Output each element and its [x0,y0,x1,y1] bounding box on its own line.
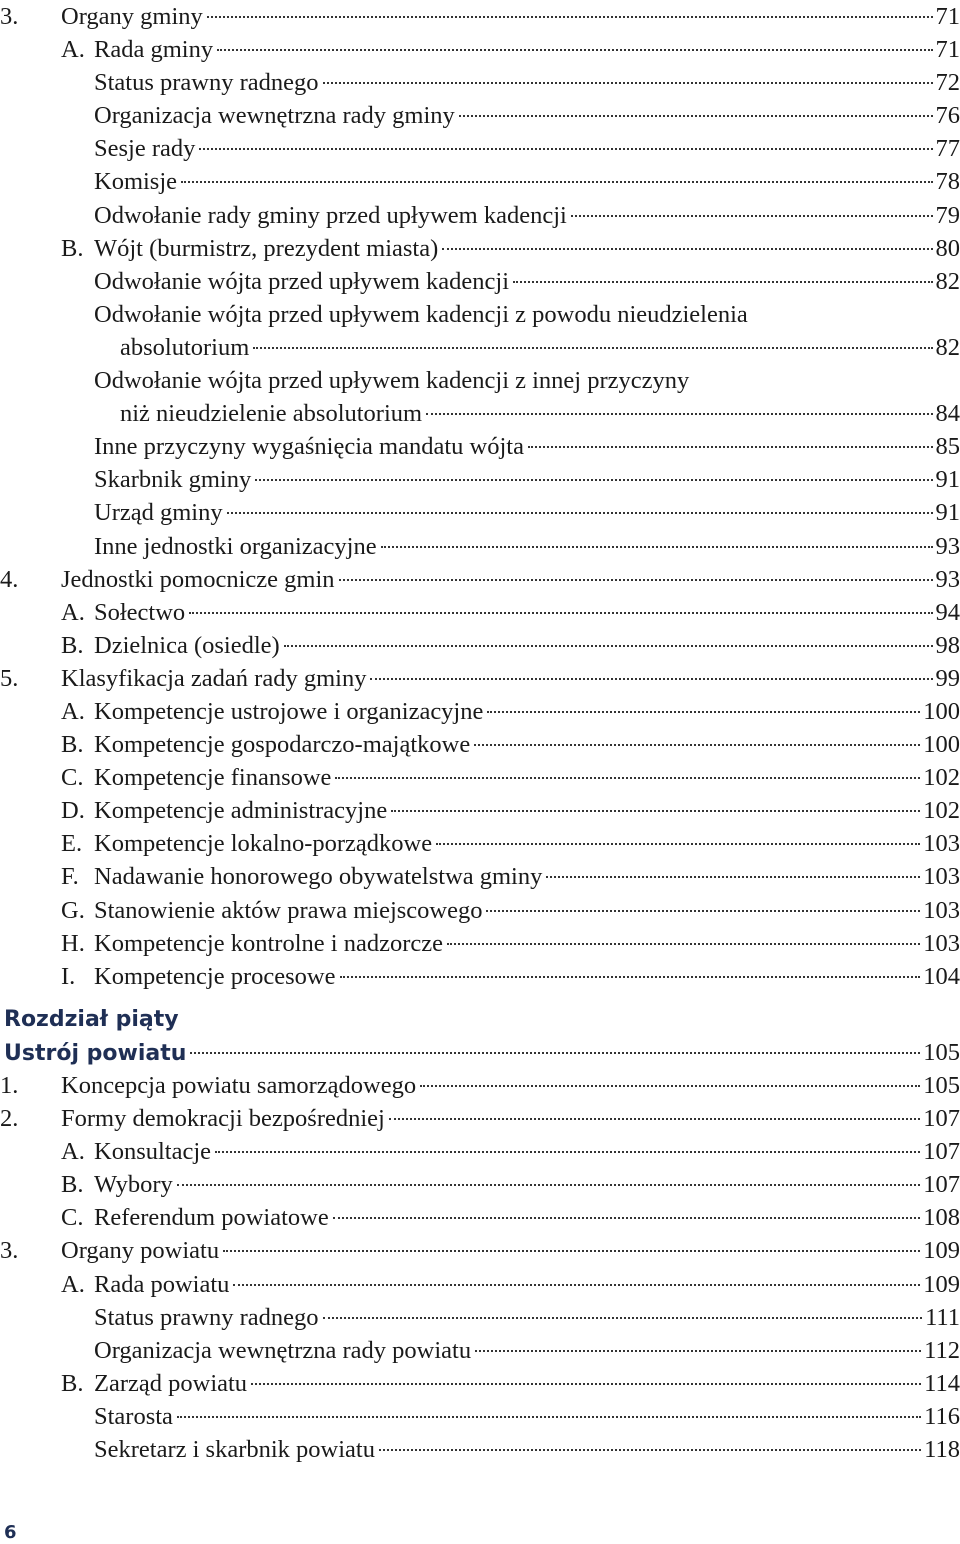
entry-page: 91 [935,466,960,494]
toc-entry[interactable] [0,1201,960,1234]
toc-entry[interactable] [0,794,960,827]
dot-leader [177,1416,921,1418]
dot-leader [370,678,932,680]
entry-title: Referendum powiatowe [94,1204,329,1232]
entry-page: 105 [923,1072,960,1099]
toc-entry[interactable] [0,1102,960,1135]
toc-entry[interactable] [0,1301,960,1334]
entry-number: A. [61,36,85,64]
entry-title: Kompetencje gospodarczo-majątkowe [94,731,471,759]
dot-leader [487,711,920,713]
entry-page: 100 [923,697,960,725]
entry-title: Zarząd powiatu [94,1369,248,1397]
entry-number: B. [61,631,84,659]
toc-entry[interactable] [0,1135,960,1168]
entry-page: 93 [935,565,960,593]
page-number: 6 [4,1522,17,1543]
entry-number: B. [61,1369,84,1397]
entry-page: 98 [935,631,960,659]
entry-title: Komisje [94,168,178,196]
entry-title: Urząd gminy [94,499,223,527]
dot-leader [177,1184,920,1186]
entry-page: 94 [935,598,960,626]
entry-number: B. [61,1171,84,1199]
entry-title: Rada powiatu [94,1270,230,1298]
dot-leader [426,413,932,415]
entry-page: 72 [935,69,960,97]
entry-page: 84 [935,400,960,428]
toc-entry[interactable] [0,199,960,232]
entry-page: 78 [935,168,960,196]
entry-number: E. [61,830,83,858]
toc-entry[interactable] [0,1234,960,1267]
entry-title: Starosta [94,1402,173,1430]
entry-page: 103 [923,896,960,924]
dot-leader [223,1250,920,1252]
dot-leader [447,943,920,945]
toc-entry[interactable] [0,1433,960,1466]
entry-number: 3. [0,1237,19,1265]
dot-leader [323,82,933,84]
entry-title: Odwołanie wójta przed upływem kadencji z innej przyczyny [94,367,690,395]
entry-number: I. [61,962,76,990]
entry-title: Dzielnica (osiedle) [94,631,280,659]
toc-entry-first-line[interactable] [0,364,960,397]
entry-page: 114 [924,1369,960,1397]
entry-title: Organizacja wewnętrzna rady powiatu [94,1336,472,1364]
entry-title: Kompetencje finansowe [94,764,332,792]
entry-page: 80 [935,234,960,262]
chapter-entry[interactable] [0,1036,960,1069]
entry-number: C. [61,1204,84,1232]
dot-leader [251,1383,921,1385]
entry-title: Kompetencje ustrojowe i organizacyjne [94,697,484,725]
entry-page: 107 [923,1105,960,1133]
entry-number: A. [61,1138,85,1166]
toc-entry[interactable] [0,761,960,794]
dot-leader [190,1052,920,1054]
toc-entry[interactable] [0,629,960,662]
toc-entry[interactable] [0,728,960,761]
dot-leader [217,49,932,51]
entry-number: C. [61,764,84,792]
entry-title: Inne przyczyny wygaśnięcia mandatu wójta [94,433,524,461]
toc-entry-continuation[interactable] [0,397,960,430]
dot-leader [284,645,933,647]
entry-page: 111 [925,1303,960,1331]
toc-entry[interactable] [0,33,960,66]
entry-title: Wybory [94,1171,173,1199]
dot-leader [227,512,933,514]
toc-entry[interactable] [0,860,960,893]
entry-title: Kompetencje lokalno-porządkowe [94,830,433,858]
entry-title: Kompetencje administracyjne [94,797,388,825]
dot-leader [181,181,932,183]
entry-page: 91 [935,499,960,527]
toc-entry[interactable] [0,530,960,563]
entry-number: B. [61,234,84,262]
toc-entry[interactable] [0,430,960,463]
entry-title: Organizacja wewnętrzna rady gminy [94,102,455,130]
toc-entry[interactable] [0,827,960,860]
entry-title: Formy demokracji bezpośredniej [61,1105,385,1133]
toc-entry[interactable] [0,496,960,529]
entry-number: G. [61,896,85,924]
entry-title: Inne jednostki organizacyjne [94,532,377,560]
entry-title: Sekretarz i skarbnik powiatu [94,1436,375,1464]
entry-title: Organy gminy [61,3,203,30]
entry-page: 100 [923,731,960,759]
dot-leader [335,777,920,779]
entry-page: 104 [923,962,960,990]
entry-title: Koncepcja powiatu samorządowego [61,1072,417,1099]
entry-page: 116 [924,1402,960,1430]
toc-entry[interactable] [0,1168,960,1201]
toc-entry[interactable] [0,99,960,132]
entry-page: 76 [935,102,960,130]
entry-page: 109 [923,1237,960,1265]
entry-number: 3. [0,3,19,30]
entry-title: Klasyfikacja zadań rady gminy [61,664,367,692]
entry-page: 118 [924,1436,960,1464]
entry-page: 79 [935,201,960,229]
entry-title: Odwołanie rady gminy przed upływem kadencji [94,201,567,229]
toc-entry[interactable] [0,132,960,165]
entry-page: 103 [923,863,960,891]
entry-number: A. [61,1270,85,1298]
toc-entry[interactable] [0,1400,960,1433]
entry-page: 71 [935,3,960,30]
toc-entry[interactable] [0,232,960,265]
toc-entry-first-line[interactable] [0,298,960,331]
entry-title: Wójt (burmistrz, prezydent miasta) [94,234,439,262]
toc-entry[interactable] [0,265,960,298]
toc-entry[interactable] [0,927,960,960]
entry-page: 77 [935,135,960,163]
toc-entry[interactable] [0,165,960,198]
dot-leader [474,744,920,746]
entry-title: Odwołanie wójta przed upływem kadencji z powodu nieudzielenia [94,300,748,328]
toc-entry[interactable] [0,695,960,728]
dot-leader [323,1317,923,1319]
entry-title: Sołectwo [94,598,186,626]
toc-entry[interactable] [0,1334,960,1367]
dot-leader [546,876,920,878]
entry-page: 109 [923,1270,960,1298]
entry-page: 71 [935,36,960,64]
toc-entry[interactable] [0,894,960,927]
toc-entry[interactable] [0,463,960,496]
toc-entry-continuation[interactable] [0,331,960,364]
entry-title: Organy powiatu [61,1237,220,1265]
dot-leader [442,248,932,250]
entry-title-continued: niż nieudzielenie absolutorium [120,400,423,428]
entry-number: A. [61,697,85,725]
entry-title: Rada gminy [94,36,214,64]
entry-title: Kompetencje procesowe [94,962,336,990]
toc-entry[interactable] [0,1367,960,1400]
dot-leader [215,1151,920,1153]
entry-title: Kompetencje kontrolne i nadzorcze [94,929,443,957]
entry-title: Odwołanie wójta przed upływem kadencji [94,267,510,295]
dot-leader [189,612,932,614]
toc-entry[interactable] [0,0,960,33]
entry-page: 102 [923,764,960,792]
entry-page: 85 [935,433,960,461]
entry-page: 107 [923,1171,960,1199]
toc-entry[interactable] [0,662,960,695]
entry-title: Jednostki pomocnicze gmin [61,565,335,593]
entry-number: 4. [0,565,19,593]
entry-number: D. [61,797,85,825]
entry-number: 1. [0,1072,19,1099]
entry-page: 105 [923,1038,960,1066]
entry-page: 108 [923,1204,960,1232]
dot-leader [333,1217,921,1219]
toc-entry[interactable] [0,1268,960,1301]
entry-title: Nadawanie honorowego obywatelstwa gminy [94,863,543,891]
entry-page: 82 [935,267,960,295]
dot-leader [436,843,920,845]
toc-entry[interactable] [0,563,960,596]
entry-page: 102 [923,797,960,825]
entry-number: H. [61,929,85,957]
dot-leader [459,115,933,117]
dot-leader [199,148,932,150]
entry-number: F. [61,863,79,891]
entry-number: 5. [0,664,19,692]
dot-leader [379,1449,921,1451]
entry-number: 2. [0,1105,19,1133]
entry-page: 103 [923,929,960,957]
entry-title: Sesje rady [94,135,196,163]
dot-leader [420,1085,920,1087]
entry-number: A. [61,598,85,626]
entry-page: 93 [935,532,960,560]
chapter-label: Rozdział piąty [4,1006,179,1032]
dot-leader [381,546,933,548]
dot-leader [340,976,921,978]
dot-leader [233,1284,920,1286]
dot-leader [513,281,932,283]
entry-title-continued: absolutorium [120,333,250,361]
dot-leader [486,910,920,912]
entry-title: Skarbnik gminy [94,466,252,494]
dot-leader [255,479,932,481]
toc-entry[interactable] [0,960,960,993]
entry-page: 107 [923,1138,960,1166]
entry-page: 103 [923,830,960,858]
chapter-title: Ustrój powiatu [4,1040,187,1066]
toc-entry[interactable] [0,1069,960,1102]
dot-leader [253,347,932,349]
entry-title: Status prawny radnego [94,1303,319,1331]
dot-leader [475,1350,921,1352]
dot-leader [391,810,920,812]
entry-number: B. [61,731,84,759]
entry-title: Konsultacje [94,1138,212,1166]
toc-entry[interactable] [0,596,960,629]
dot-leader [571,215,933,217]
entry-page: 112 [924,1336,960,1364]
dot-leader [528,446,933,448]
dot-leader [339,579,933,581]
dot-leader [389,1118,920,1120]
entry-page: 99 [935,664,960,692]
section-spacer [0,993,960,1003]
entry-title: Stanowienie aktów prawa miejscowego [94,896,483,924]
toc-entry[interactable] [0,66,960,99]
entry-title: Status prawny radnego [94,69,319,97]
entry-page: 82 [935,333,960,361]
dot-leader [207,16,933,18]
